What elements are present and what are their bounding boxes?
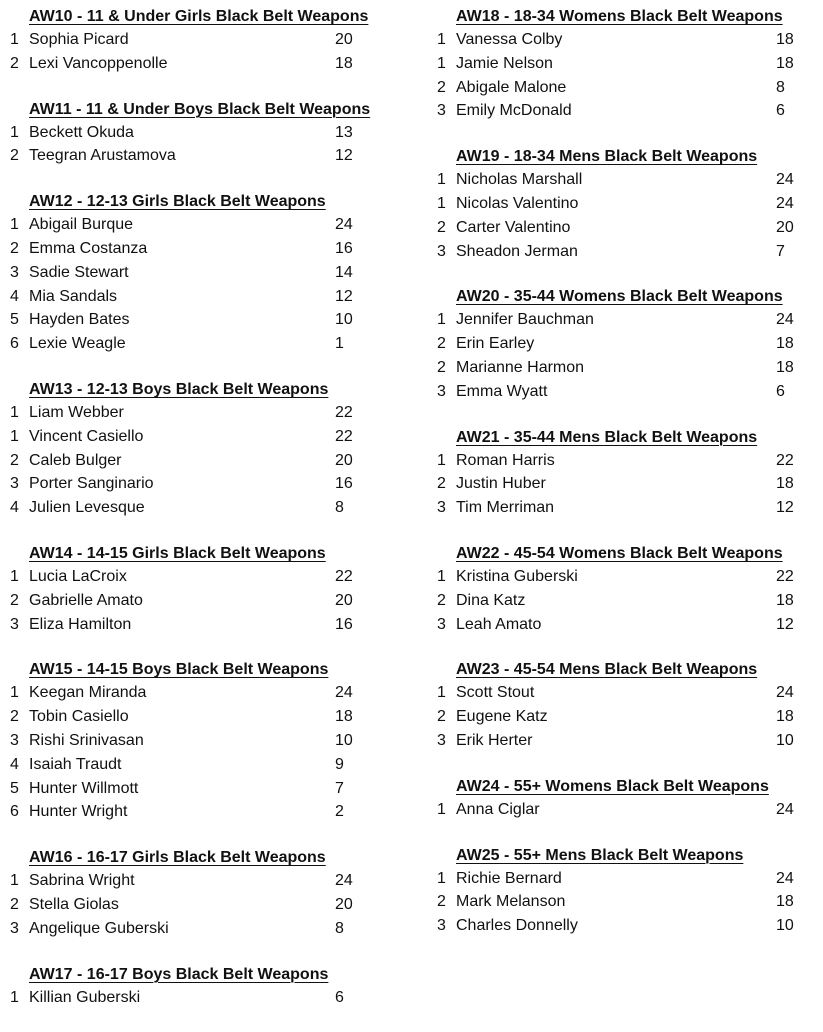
competitor-name: Abigale Malone: [456, 78, 567, 96]
result-row: [10, 213, 410, 237]
points-value: 6: [776, 382, 785, 400]
competitor-name: Carter Valentino: [456, 218, 571, 236]
result-row: [10, 332, 410, 356]
place-number: 1: [437, 869, 446, 887]
result-row: [437, 380, 819, 404]
place-number: 1: [10, 216, 19, 234]
result-row: [10, 121, 410, 145]
division-title: AW14 - 14-15 Girls Black Belt Weapons: [29, 544, 326, 562]
result-row: [437, 168, 819, 192]
place-number: 2: [10, 451, 19, 469]
competitor-name: Lexi Vancoppenolle: [29, 54, 168, 72]
place-number: 2: [10, 147, 19, 165]
place-number: 2: [437, 358, 446, 376]
result-row: [10, 681, 410, 705]
competitor-name: Anna Ciglar: [456, 800, 540, 818]
points-value: 6: [335, 988, 344, 1006]
place-number: 2: [437, 708, 446, 726]
competitor-name: Porter Sanginario: [29, 475, 154, 493]
result-row: [437, 449, 819, 473]
points-value: 24: [776, 684, 794, 702]
result-row: [437, 216, 819, 240]
result-row: [10, 753, 410, 777]
place-number: 1: [437, 194, 446, 212]
result-row: [437, 28, 819, 52]
points-value: 9: [335, 755, 344, 773]
points-value: 18: [776, 335, 794, 353]
competitor-name: Lexie Weagle: [29, 335, 126, 353]
left-column: [10, 6, 410, 1032]
points-value: 12: [776, 499, 794, 517]
points-value: 22: [335, 403, 353, 421]
division-title: AW10 - 11 & Under Girls Black Belt Weapons: [29, 8, 369, 25]
place-number: 2: [10, 54, 19, 72]
points-value: 24: [776, 800, 794, 818]
points-value: 1: [335, 335, 344, 353]
points-value: 14: [335, 263, 353, 281]
points-value: 24: [776, 194, 794, 212]
competitor-name: Keegan Miranda: [29, 684, 147, 702]
place-number: 6: [10, 335, 19, 353]
competitor-name: Jamie Nelson: [456, 54, 553, 72]
result-row: [437, 76, 819, 100]
competitor-name: Beckett Okuda: [29, 123, 134, 141]
division-title: AW20 - 35-44 Womens Black Belt Weapons: [456, 288, 783, 306]
competitor-name: Julien Levesque: [29, 499, 145, 517]
result-row: [437, 99, 819, 123]
competitor-name: Justin Huber: [456, 475, 546, 493]
result-row: [10, 613, 410, 637]
result-row: [10, 729, 410, 753]
points-value: 22: [335, 427, 353, 445]
competitor-name: Gabrielle Amato: [29, 591, 143, 609]
competitor-name: Leah Amato: [456, 615, 542, 633]
competitor-name: Emily McDonald: [456, 102, 572, 120]
result-row: [10, 285, 410, 309]
competitor-name: Caleb Bulger: [29, 451, 122, 469]
competitor-name: Richie Bernard: [456, 869, 562, 887]
competitor-name: Mark Melanson: [456, 893, 566, 911]
result-row: [10, 472, 410, 496]
competitor-name: Liam Webber: [29, 403, 124, 421]
points-value: 24: [335, 872, 353, 890]
competitor-name: Kristina Guberski: [456, 567, 578, 585]
competitor-name: Stella Giolas: [29, 895, 119, 913]
points-value: 18: [776, 893, 794, 911]
points-value: 18: [776, 358, 794, 376]
competitor-name: Scott Stout: [456, 684, 535, 702]
competitor-name: Jennifer Bauchman: [456, 311, 594, 329]
competitor-name: Nicholas Marshall: [456, 171, 583, 189]
points-value: 18: [776, 54, 794, 72]
place-number: 2: [437, 218, 446, 236]
division-section: [437, 146, 819, 263]
place-number: 3: [437, 731, 446, 749]
place-number: 1: [437, 54, 446, 72]
division-title: AW24 - 55+ Womens Black Belt Weapons: [456, 777, 769, 795]
place-number: 1: [437, 800, 446, 818]
competitor-name: Nicolas Valentino: [456, 194, 579, 212]
division-section: [10, 6, 410, 76]
competitor-name: Dina Katz: [456, 591, 526, 609]
result-row: [437, 589, 819, 613]
points-value: 10: [335, 731, 353, 749]
points-value: 18: [335, 708, 353, 726]
division-title: AW22 - 45-54 Womens Black Belt Weapons: [456, 544, 783, 562]
division-title: AW18 - 18-34 Womens Black Belt Weapons: [456, 8, 783, 25]
place-number: 1: [10, 567, 19, 585]
place-number: 3: [437, 242, 446, 260]
place-number: 2: [10, 895, 19, 913]
result-row: [10, 401, 410, 425]
division-title: AW21 - 35-44 Mens Black Belt Weapons: [456, 428, 758, 446]
points-value: 6: [776, 102, 785, 120]
result-row: [437, 890, 819, 914]
result-row: [437, 192, 819, 216]
competitor-name: Roman Harris: [456, 451, 555, 469]
place-number: 3: [437, 615, 446, 633]
division-section: [10, 847, 410, 940]
result-row: [437, 308, 819, 332]
division-section: [10, 191, 410, 356]
place-number: 3: [10, 919, 19, 937]
place-number: 3: [437, 917, 446, 935]
result-row: [437, 798, 819, 822]
division-section: [437, 543, 819, 636]
result-row: [10, 800, 410, 824]
place-number: 2: [437, 893, 446, 911]
result-row: [10, 496, 410, 520]
points-value: 20: [776, 218, 794, 236]
points-value: 22: [335, 567, 353, 585]
points-value: 20: [335, 591, 353, 609]
points-value: 2: [335, 803, 344, 821]
place-number: 2: [437, 475, 446, 493]
points-value: 22: [776, 451, 794, 469]
points-value: 18: [776, 475, 794, 493]
competitor-name: Lucia LaCroix: [29, 567, 127, 585]
division-section: [10, 659, 410, 824]
place-number: 6: [10, 803, 19, 821]
place-number: 1: [437, 684, 446, 702]
points-value: 10: [776, 917, 794, 935]
division-section: [437, 286, 819, 403]
competitor-name: Sabrina Wright: [29, 872, 135, 890]
result-row: [437, 496, 819, 520]
place-number: 4: [10, 287, 19, 305]
result-row: [437, 681, 819, 705]
result-row: [10, 261, 410, 285]
result-row: [437, 52, 819, 76]
points-value: 7: [335, 779, 344, 797]
place-number: 3: [437, 382, 446, 400]
competitor-name: Sophia Picard: [29, 31, 129, 48]
result-row: [10, 986, 410, 1010]
result-row: [10, 144, 410, 168]
points-value: 24: [776, 869, 794, 887]
points-value: 16: [335, 239, 353, 257]
division-title: AW11 - 11 & Under Boys Black Belt Weapons: [29, 100, 371, 118]
result-row: [10, 449, 410, 473]
points-value: 16: [335, 615, 353, 633]
division-title: AW15 - 14-15 Boys Black Belt Weapons: [29, 661, 329, 679]
competitor-name: Hunter Willmott: [29, 779, 139, 797]
place-number: 2: [437, 591, 446, 609]
result-row: [10, 28, 410, 52]
right-column: [437, 6, 819, 961]
place-number: 2: [437, 335, 446, 353]
result-row: [10, 52, 410, 76]
division-title: AW25 - 55+ Mens Black Belt Weapons: [456, 846, 744, 864]
points-value: 10: [776, 731, 794, 749]
place-number: 2: [10, 591, 19, 609]
place-number: 4: [10, 755, 19, 773]
competitor-name: Tim Merriman: [456, 499, 555, 517]
result-row: [437, 705, 819, 729]
division-section: [437, 659, 819, 752]
place-number: 3: [10, 475, 19, 493]
competitor-name: Hunter Wright: [29, 803, 128, 821]
result-row: [437, 565, 819, 589]
division-section: [10, 99, 410, 169]
place-number: 1: [10, 403, 19, 421]
result-row: [437, 356, 819, 380]
points-value: 7: [776, 242, 785, 260]
competitor-name: Teegran Arustamova: [29, 147, 176, 165]
result-row: [10, 917, 410, 941]
result-row: [437, 472, 819, 496]
result-row: [10, 425, 410, 449]
place-number: 2: [10, 708, 19, 726]
place-number: 1: [10, 31, 19, 48]
division-title: AW16 - 16-17 Girls Black Belt Weapons: [29, 849, 326, 867]
competitor-name: Vanessa Colby: [456, 31, 563, 48]
competitor-name: Vincent Casiello: [29, 427, 144, 445]
points-value: 18: [776, 708, 794, 726]
result-row: [10, 589, 410, 613]
place-number: 3: [10, 731, 19, 749]
division-section: [437, 427, 819, 520]
competitor-name: Erik Herter: [456, 731, 533, 749]
division-section: [10, 379, 410, 520]
division-section: [10, 543, 410, 636]
competitor-name: Rishi Srinivasan: [29, 731, 144, 749]
competitor-name: Tobin Casiello: [29, 708, 129, 726]
division-title: AW13 - 12-13 Boys Black Belt Weapons: [29, 380, 329, 398]
competitor-name: Killian Guberski: [29, 988, 141, 1006]
result-row: [10, 565, 410, 589]
place-number: 3: [10, 615, 19, 633]
points-value: 20: [335, 451, 353, 469]
result-row: [437, 914, 819, 938]
division-title: AW12 - 12-13 Girls Black Belt Weapons: [29, 193, 326, 211]
place-number: 1: [10, 684, 19, 702]
points-value: 8: [335, 499, 344, 517]
place-number: 1: [437, 311, 446, 329]
place-number: 3: [437, 102, 446, 120]
division-section: [437, 845, 819, 938]
place-number: 1: [10, 988, 19, 1006]
place-number: 1: [437, 451, 446, 469]
points-value: 8: [776, 78, 785, 96]
place-number: 5: [10, 311, 19, 329]
result-row: [10, 777, 410, 801]
competitor-name: Eugene Katz: [456, 708, 548, 726]
division-title: AW19 - 18-34 Mens Black Belt Weapons: [456, 148, 758, 166]
points-value: 10: [335, 311, 353, 329]
competitor-name: Sadie Stewart: [29, 263, 129, 281]
place-number: 2: [10, 239, 19, 257]
result-row: [437, 240, 819, 264]
place-number: 3: [10, 263, 19, 281]
place-number: 5: [10, 779, 19, 797]
competitor-name: Hayden Bates: [29, 311, 130, 329]
points-value: 18: [776, 31, 794, 48]
points-value: 24: [335, 216, 353, 234]
division-section: [437, 6, 819, 123]
points-value: 12: [335, 287, 353, 305]
competitor-name: Emma Wyatt: [456, 382, 548, 400]
result-row: [10, 237, 410, 261]
result-row: [10, 705, 410, 729]
competitor-name: Marianne Harmon: [456, 358, 585, 376]
result-row: [10, 893, 410, 917]
points-value: 18: [335, 54, 353, 72]
place-number: 1: [437, 171, 446, 189]
result-row: [437, 729, 819, 753]
division-section: [437, 776, 819, 822]
place-number: 1: [10, 427, 19, 445]
result-row: [437, 613, 819, 637]
points-value: 18: [776, 591, 794, 609]
competitor-name: Isaiah Traudt: [29, 755, 122, 773]
points-value: 16: [335, 475, 353, 493]
points-value: 12: [776, 615, 794, 633]
points-value: 24: [776, 171, 794, 189]
competitor-name: Sheadon Jerman: [456, 242, 578, 260]
points-value: 12: [335, 147, 353, 165]
competitor-name: Mia Sandals: [29, 287, 118, 305]
points-value: 24: [335, 684, 353, 702]
competitor-name: Eliza Hamilton: [29, 615, 132, 633]
competitor-name: Emma Costanza: [29, 239, 148, 257]
division-title: AW17 - 16-17 Boys Black Belt Weapons: [29, 965, 329, 983]
result-row: [437, 332, 819, 356]
points-value: 20: [335, 31, 353, 48]
result-row: [10, 869, 410, 893]
place-number: 1: [10, 872, 19, 890]
points-value: 22: [776, 567, 794, 585]
points-value: 13: [335, 123, 353, 141]
division-title: AW23 - 45-54 Mens Black Belt Weapons: [456, 661, 758, 679]
competitor-name: Charles Donnelly: [456, 917, 578, 935]
result-row: [10, 308, 410, 332]
place-number: 4: [10, 499, 19, 517]
place-number: 1: [10, 123, 19, 141]
result-row: [437, 867, 819, 891]
points-value: 20: [335, 895, 353, 913]
place-number: 3: [437, 499, 446, 517]
division-section: [10, 964, 410, 1010]
competitor-name: Angelique Guberski: [29, 919, 169, 937]
competitor-name: Erin Earley: [456, 335, 535, 353]
place-number: 1: [437, 31, 446, 48]
place-number: 1: [437, 567, 446, 585]
competitor-name: Abigail Burque: [29, 216, 134, 234]
points-value: 24: [776, 311, 794, 329]
points-value: 8: [335, 919, 344, 937]
place-number: 2: [437, 78, 446, 96]
